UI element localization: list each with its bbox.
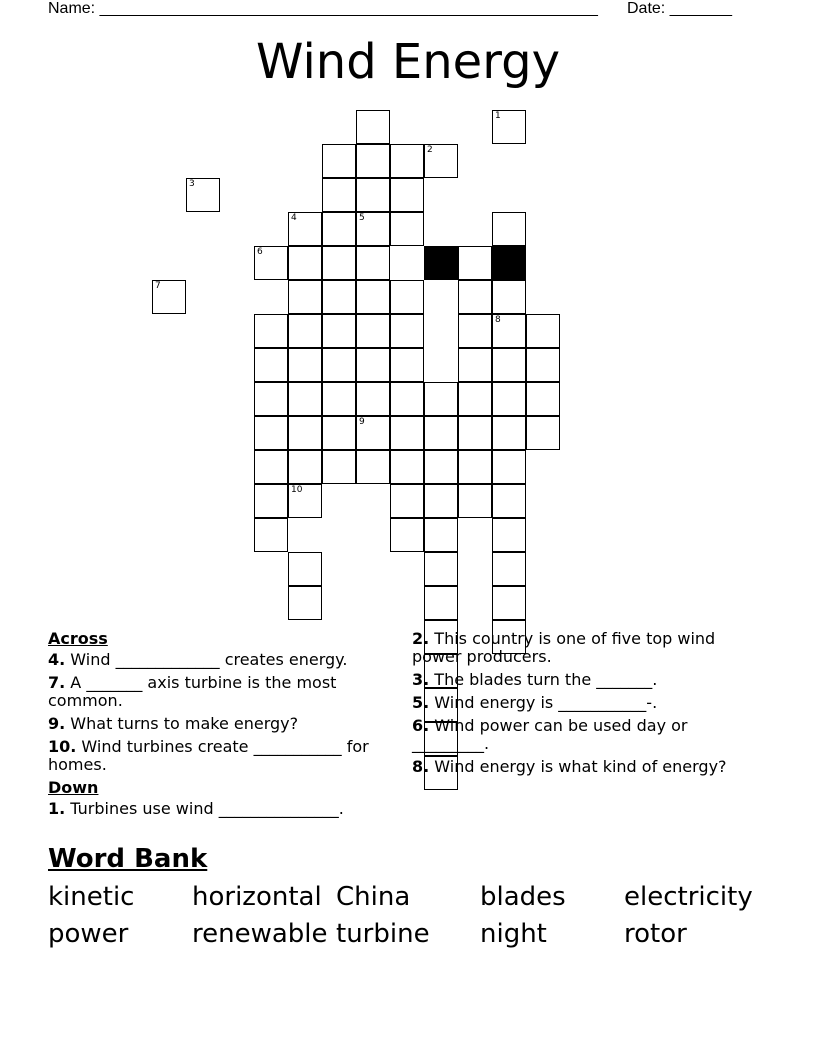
clue-number: 10 [291, 485, 303, 495]
word-bank-word: renewable [192, 919, 328, 949]
clue-item-text: A _______ axis turbine is the most common. [48, 673, 337, 710]
clue-item-number: 2. [412, 629, 430, 648]
clue-item-text: Wind turbines create ___________ for homes. [48, 737, 369, 774]
crossword-cell [356, 382, 390, 416]
crossword-cell [492, 586, 526, 620]
crossword-cell [254, 314, 288, 348]
clue-number: 8 [495, 315, 501, 325]
crossword-cell [424, 416, 458, 450]
clue-item-number: 5. [412, 693, 430, 712]
crossword-cell [288, 246, 322, 280]
clue-item [412, 671, 752, 689]
crossword-cell [492, 348, 526, 382]
name-field-label: Name: ________________________________________________________ [48, 0, 598, 17]
crossword-cell [424, 586, 458, 620]
crossword-cell [458, 348, 492, 382]
clue-number: 1 [495, 111, 501, 121]
word-bank-word: power [48, 919, 129, 949]
clue-item [412, 630, 752, 666]
crossword-cell [322, 348, 356, 382]
crossword-cell [458, 314, 492, 348]
clue-number: 5 [359, 213, 365, 223]
crossword-cell [254, 518, 288, 552]
crossword-cell [356, 212, 390, 246]
crossword-cell [152, 280, 186, 314]
word-bank-word: night [480, 919, 547, 949]
clue-item-number: 10. [48, 737, 77, 756]
crossword-cell [390, 484, 424, 518]
clue-number: 7 [155, 281, 161, 291]
crossword-cell [356, 416, 390, 450]
crossword-cell [492, 484, 526, 518]
crossword-cell [356, 348, 390, 382]
clue-item-number: 8. [412, 757, 430, 776]
clue-item-text: Wind power can be used day or _________. [412, 716, 688, 753]
down-clue-list-left [48, 800, 388, 818]
crossword-cell [322, 212, 356, 246]
crossword-cell [390, 450, 424, 484]
crossword-cell [424, 484, 458, 518]
crossword-cell [492, 518, 526, 552]
crossword-cell [288, 586, 322, 620]
crossword-cell [424, 552, 458, 586]
crossword-cell [390, 144, 424, 178]
crossword-cell [322, 178, 356, 212]
clue-item [48, 715, 388, 733]
crossword-cell [322, 144, 356, 178]
crossword-cell [322, 246, 356, 280]
crossword-cell [288, 382, 322, 416]
across-heading: Across [48, 629, 108, 648]
clue-number: 9 [359, 417, 365, 427]
crossword-cell [356, 178, 390, 212]
clues-left-column [48, 630, 388, 823]
crossword-cell [288, 348, 322, 382]
down-heading: Down [48, 778, 99, 797]
crossword-cell [390, 518, 424, 552]
crossword-cell [458, 450, 492, 484]
clue-item-number: 9. [48, 714, 66, 733]
crossword-cell [492, 450, 526, 484]
down-clue-list-right [412, 630, 752, 776]
crossword-cell [288, 212, 322, 246]
crossword-cell [186, 178, 220, 212]
crossword-cell [492, 552, 526, 586]
crossword-cell [458, 382, 492, 416]
clue-item-text: What turns to make energy? [65, 714, 299, 733]
clue-item-number: 4. [48, 650, 66, 669]
word-bank-word: blades [480, 882, 566, 912]
word-bank-word: China [336, 882, 411, 912]
crossword-cell [390, 348, 424, 382]
clue-item [412, 758, 752, 776]
crossword-cell [492, 280, 526, 314]
clue-item-text: Turbines use wind _______________. [65, 799, 344, 818]
word-bank-word: kinetic [48, 882, 135, 912]
crossword-black-cell [424, 246, 458, 280]
crossword-cell [390, 416, 424, 450]
clue-item-number: 1. [48, 799, 66, 818]
crossword-cell [492, 314, 526, 348]
clue-item [48, 651, 388, 669]
crossword-cell [254, 416, 288, 450]
crossword-cell [492, 212, 526, 246]
crossword-cell [390, 212, 424, 246]
crossword-cell [254, 450, 288, 484]
crossword-cell [356, 246, 390, 280]
crossword-cell [288, 280, 322, 314]
word-bank-word: electricity [624, 882, 753, 912]
crossword-cell [424, 144, 458, 178]
crossword-cell [356, 144, 390, 178]
crossword-cell [458, 246, 492, 280]
page-title: Wind Energy [256, 34, 560, 90]
crossword-cell [424, 382, 458, 416]
crossword-cell [288, 450, 322, 484]
word-bank-title: Word Bank [48, 844, 208, 874]
crossword-cell [492, 382, 526, 416]
crossword-cell [288, 416, 322, 450]
crossword-cell [356, 314, 390, 348]
date-field-label: Date: _______ [627, 0, 732, 17]
crossword-cell [526, 382, 560, 416]
crossword-cell [390, 382, 424, 416]
clue-item [48, 674, 388, 710]
clue-item [48, 738, 388, 774]
crossword-cell [356, 450, 390, 484]
clue-number: 4 [291, 213, 297, 223]
crossword-cell [254, 348, 288, 382]
clue-item-number: 3. [412, 670, 430, 689]
crossword-cell [254, 484, 288, 518]
crossword-cell [322, 382, 356, 416]
clue-item [412, 694, 752, 712]
crossword-cell [356, 110, 390, 144]
crossword-cell [424, 450, 458, 484]
crossword-cell [458, 280, 492, 314]
word-bank-word: horizontal [192, 882, 322, 912]
crossword-black-cell [492, 246, 526, 280]
clue-item-number: 6. [412, 716, 430, 735]
crossword-cell [254, 382, 288, 416]
clue-item-text: The blades turn the _______. [429, 670, 658, 689]
clue-number: 6 [257, 247, 263, 257]
clue-item-text: Wind _____________ creates energy. [65, 650, 348, 669]
clue-item-text: This country is one of five top wind power producers. [412, 629, 716, 666]
crossword-cell [458, 484, 492, 518]
crossword-cell [390, 280, 424, 314]
clue-item-text: Wind energy is ___________-. [429, 693, 658, 712]
crossword-cell [526, 416, 560, 450]
clue-number: 3 [189, 179, 195, 189]
crossword-cell [424, 518, 458, 552]
clue-item [48, 800, 388, 818]
clues-right-column [412, 630, 752, 781]
crossword-cell [254, 246, 288, 280]
word-bank-word: turbine [336, 919, 430, 949]
clue-item-text: Wind energy is what kind of energy? [429, 757, 727, 776]
crossword-cell [526, 314, 560, 348]
crossword-cell [356, 280, 390, 314]
crossword-cell [288, 314, 322, 348]
crossword-cell [390, 314, 424, 348]
crossword-cell [390, 178, 424, 212]
across-clue-list [48, 651, 388, 774]
crossword-cell [492, 110, 526, 144]
crossword-cell [526, 348, 560, 382]
crossword-cell [492, 416, 526, 450]
clue-item-number: 7. [48, 673, 66, 692]
crossword-cell [322, 450, 356, 484]
crossword-cell [458, 416, 492, 450]
crossword-cell [288, 552, 322, 586]
crossword-cell [322, 314, 356, 348]
word-bank-word: rotor [624, 919, 687, 949]
crossword-cell [288, 484, 322, 518]
crossword-cell [322, 416, 356, 450]
clue-item [412, 717, 752, 753]
crossword-cell [322, 280, 356, 314]
clue-number: 2 [427, 145, 433, 155]
